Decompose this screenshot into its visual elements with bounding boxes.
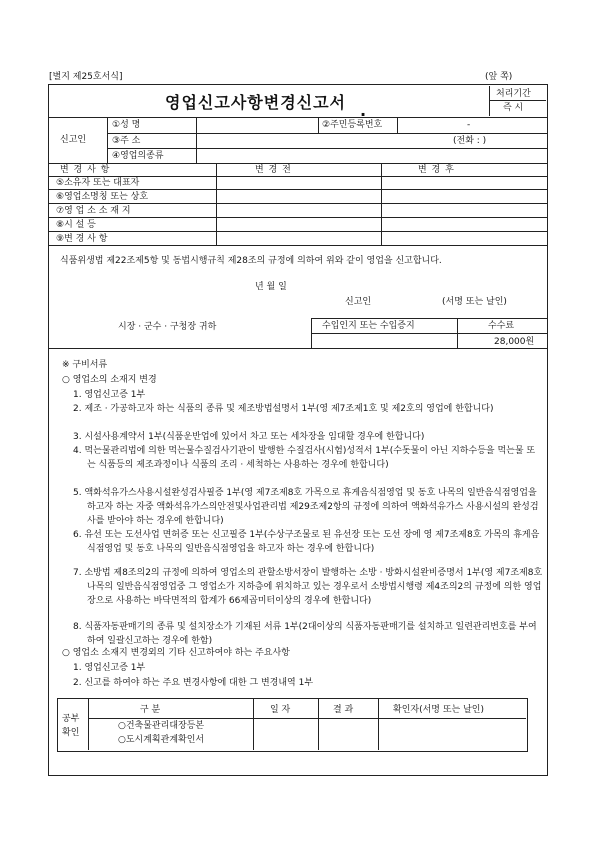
changes-row-facilities: ⑧시 설 등 <box>56 220 96 230</box>
doc-item-4: 4. 먹는물관리법에 의한 먹는물수질검사기관이 발행한 수질검사(시험)성적서 1부(수돗물이 아닌 지하수등을 먹는물 또는 식품등의 제조과정이나 식품의 조리 · 세척하는 사용하는 경우에 한합니다) <box>73 446 536 470</box>
page-side-label: (앞 쪽) <box>485 72 513 82</box>
changes-header-before: 변 경 전 <box>255 165 292 175</box>
doc-item-b1: 1. 영업신고증 1부 <box>73 663 146 673</box>
doc-item-6: 6. 유선 또는 도선사업 면허증 또는 신고필증 1부(수상구조물로 된 유선장 또는 도선 장에 영 제7조제8호 가목의 휴게음식점영업 및 동호 나목의 일반음식점영업을 하고자 하는 경우에 한합니다) <box>73 530 540 554</box>
address-label: ③주 소 <box>112 136 141 146</box>
form-number: [별지 제25호서식] <box>49 72 123 82</box>
doc-item-1: 1. 영업신고증 1부 <box>73 390 146 400</box>
doc-item-b2: 2. 신고를 하여야 하는 주요 변경사항에 대한 그 변경내역 1부 <box>73 678 314 688</box>
fee-label: 수수료 <box>488 321 515 331</box>
changes-row-business-name: ⑥영업소명칭 또는 상호 <box>56 192 149 202</box>
business-type-label: ④영업의종류 <box>112 151 164 161</box>
verification-row-building: ○건축물관리대장등본 <box>118 721 205 731</box>
sign-note: (서명 또는 날인) <box>442 297 507 307</box>
documents-section2: ○ 영업소 소재지 변경외의 기타 신고하여야 하는 주요사항 <box>62 648 290 658</box>
verification-header-date: 일 자 <box>270 705 291 715</box>
documents-section1: ○ 영업소의 소재지 변경 <box>62 375 157 385</box>
applicant-label: 신고인 <box>60 135 87 145</box>
form-title: 영업신고사항변경신고서 <box>165 93 347 112</box>
changes-header-item: 변 경 사 항 <box>60 165 111 175</box>
processing-period-label: 처리기간 <box>496 89 531 99</box>
phone-label: (전화 : ) <box>453 136 487 146</box>
verification-header-confirmer: 확인자(서명 또는 날인) <box>393 705 484 715</box>
recipient-label: 시장 · 군수 · 구청장 귀하 <box>118 322 217 332</box>
declaration-date: 년 월 일 <box>255 282 287 292</box>
doc-item-5: 5. 액화석유가스사용시설완성검사필증 1부(영 제7조제8호 가목으로 휴게음식점영업 및 동호 나목의 일반음식점영업을 하고자 하는 자중 액화석유가스의안전및사업관리법 제29조제2항의 규정에 의하여 액화석유가스 사용시설의 완성검사를 받아야 하는 경우에 한합니다) <box>73 488 539 526</box>
doc-item-2: 2. 제조 · 가공하고자 하는 식품의 종류 및 제조방법설명서 1부(영 제7조제1호 및 제2호의 영업에 한합니다) <box>73 404 494 414</box>
verification-row-urban: ○도시계획관계확인서 <box>118 735 205 745</box>
declaration-text: 식품위생법 제22조제5항 및 동법시행규칙 제28조의 규정에 의하여 위와 같이 영업을 신고합니다. <box>60 256 442 266</box>
resident-reg-label: ②주민등록번호 <box>322 120 383 130</box>
doc-item-7: 7. 소방법 제8조의2의 규정에 의하여 영업소의 관할소방서장이 발행하는 소방 · 방화시설완비증명서 1부(영 제7조제8호 나목의 일반음식점영업중 그 영업소가 지하층에 위치하고 있는 경우로서 소방법시행령 제4조의2의 규정에 의한 영업장으로 사용하는 바닥면적의 합계가 66제곱미터이상의 경우에 한합니다) <box>73 568 543 606</box>
processing-period-value: 즉 시 <box>503 103 524 113</box>
name-label: ①성 명 <box>112 120 141 130</box>
verification-header-category: 구 분 <box>140 705 161 715</box>
doc-item-8: 8. 식품자동판매기의 종류 및 설치장소가 기재된 서류 1부(2대이상의 식품자동판매기를 설치하고 일련관리번호를 부여하여 일괄신고하는 경우에 한함) <box>73 622 537 646</box>
documents-title: ※ 구비서류 <box>62 360 108 370</box>
changes-row-owner: ⑤소유자 또는 대표자 <box>56 178 140 188</box>
changes-row-location: ⑦영 업 소 소 재 지 <box>56 206 131 216</box>
fee-value: 28,000원 <box>494 337 535 347</box>
doc-item-3: 3. 시설사용계약서 1부(식품운반업에 있어서 차고 또는 세차장을 임대할 경우에 한합니다) <box>73 432 425 442</box>
title-period: . <box>360 101 367 120</box>
resident-reg-dash: - <box>467 120 471 130</box>
verification-side-label: 공부 확인 <box>62 714 80 738</box>
changes-row-other: ⑨변 경 사 항 <box>56 234 108 244</box>
stamp-label: 수입인지 또는 수입증지 <box>322 321 415 331</box>
signer-label: 신고인 <box>345 297 372 307</box>
changes-header-after: 변 경 후 <box>418 165 455 175</box>
verification-header-result: 결 과 <box>333 705 354 715</box>
